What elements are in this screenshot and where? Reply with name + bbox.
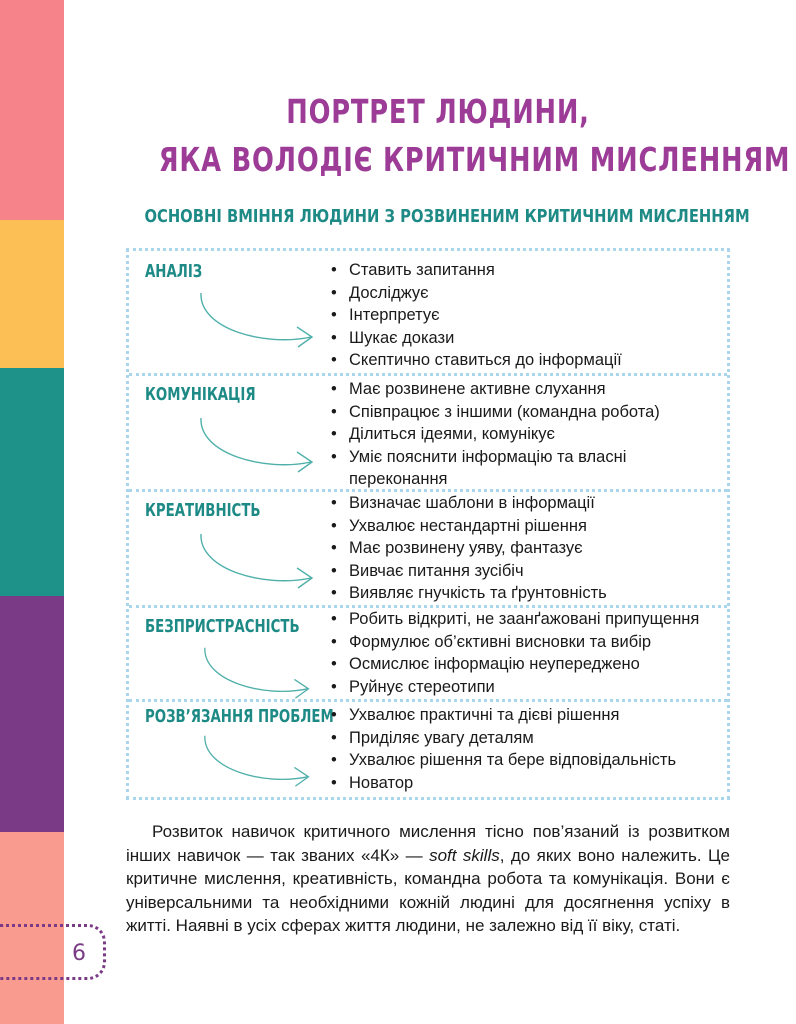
list-item: • Досліджує (329, 282, 729, 305)
paragraph-part-1: Розвиток навичок критичного мислення тісно пов’язаний із розвитком інших навичок — так званих «4К» — (126, 822, 730, 865)
skills-table (126, 248, 730, 800)
list-item: • Виявляє гнучкість та ґрунтовність (329, 582, 729, 605)
side-stripe-yellow (0, 220, 64, 368)
skill-name: АНАЛІЗ (145, 261, 203, 282)
skill-row-communication (129, 373, 727, 492)
skill-items-list (329, 378, 729, 491)
list-item: • Формулює об’єктивні висновки та вибір (329, 631, 729, 654)
skill-items-list (329, 492, 729, 605)
list-item: • Вивчає питання зусібіч (329, 560, 729, 583)
skill-name: БЕЗПРИСТРАСНІСТЬ (145, 616, 300, 637)
list-item: • Шукає докази (329, 327, 729, 350)
curved-arrow-icon (195, 289, 323, 349)
list-item: • Осмислює інформацію неупереджено (329, 653, 729, 676)
curved-arrow-icon (195, 530, 323, 590)
list-item: • Ухвалює нестандартні рішення (329, 515, 729, 538)
curved-arrow-icon (195, 732, 323, 788)
curved-arrow-icon (195, 414, 323, 474)
list-item: • Скептично ставиться до інформації (329, 349, 729, 372)
list-item: • Ухвалює рішення та бере відповідальність (329, 749, 729, 772)
list-item: • Приділяє увагу деталям (329, 727, 729, 750)
list-item: • Ділиться ідеями, комунікує (329, 423, 729, 446)
list-item: • Ставить запитання (329, 259, 729, 282)
skill-name: РОЗВ’ЯЗАННЯ ПРОБЛЕМ (145, 706, 334, 727)
side-stripe-teal (0, 368, 64, 596)
paragraph-part-2: , до яких воно належить. Це критичне мислення, креативність, командна робота та комунікація. Вони є універсальними та необхідними кожній людині для досягнення успіху в житті. Наявні в усіх сферах життя людини, не залежно від її віку, статі. (126, 845, 730, 935)
list-item: • Має розвинене активне слухання (329, 378, 729, 401)
paragraph-text (126, 820, 730, 938)
page-number-tab (0, 924, 106, 980)
paragraph-emphasis: soft skills (429, 845, 500, 865)
page-title (158, 88, 791, 184)
skill-name: КОМУНІКАЦІЯ (145, 384, 256, 405)
list-item: • Інтерпретує (329, 304, 729, 327)
page-title-line-2: ЯКА ВОЛОДІЄ КРИТИЧНИМ МИСЛЕННЯМ (158, 140, 791, 179)
list-item: • Новатор (329, 772, 729, 795)
list-item: • Руйнує стереотипи (329, 676, 729, 699)
skill-row-analysis (129, 251, 727, 373)
side-stripe-pink (0, 0, 64, 220)
list-item: • Співпрацює з іншими (командна робота) (329, 401, 729, 424)
skill-items-list (329, 259, 729, 372)
section-subtitle: ОСНОВНІ ВМІННЯ ЛЮДИНИ З РОЗВИНЕНИМ КРИТИЧНИМ МИСЛЕННЯМ (144, 206, 750, 227)
curved-arrow-icon (195, 644, 323, 700)
page-title-line-1: ПОРТРЕТ ЛЮДИНИ, (286, 92, 590, 131)
page-number: 6 (72, 941, 86, 966)
list-item: • Ухвалює практичні та дієві рішення (329, 704, 729, 727)
list-item: • Має розвинену уяву, фантазує (329, 537, 729, 560)
body-paragraph (126, 820, 730, 938)
list-item: • Визначає шаблони в інформації (329, 492, 729, 515)
skill-row-problem-solving (129, 699, 727, 800)
skill-items-list (329, 608, 729, 698)
list-item: • Уміє пояснити інформацію та власні переконання (329, 446, 729, 491)
skill-row-impartiality (129, 605, 727, 702)
side-stripe-purple (0, 596, 64, 832)
skill-name: КРЕАТИВНІСТЬ (145, 500, 261, 521)
skill-items-list (329, 704, 729, 794)
skill-row-creativity (129, 489, 727, 608)
list-item: • Робить відкриті, не заанґажовані припущення (329, 608, 729, 631)
